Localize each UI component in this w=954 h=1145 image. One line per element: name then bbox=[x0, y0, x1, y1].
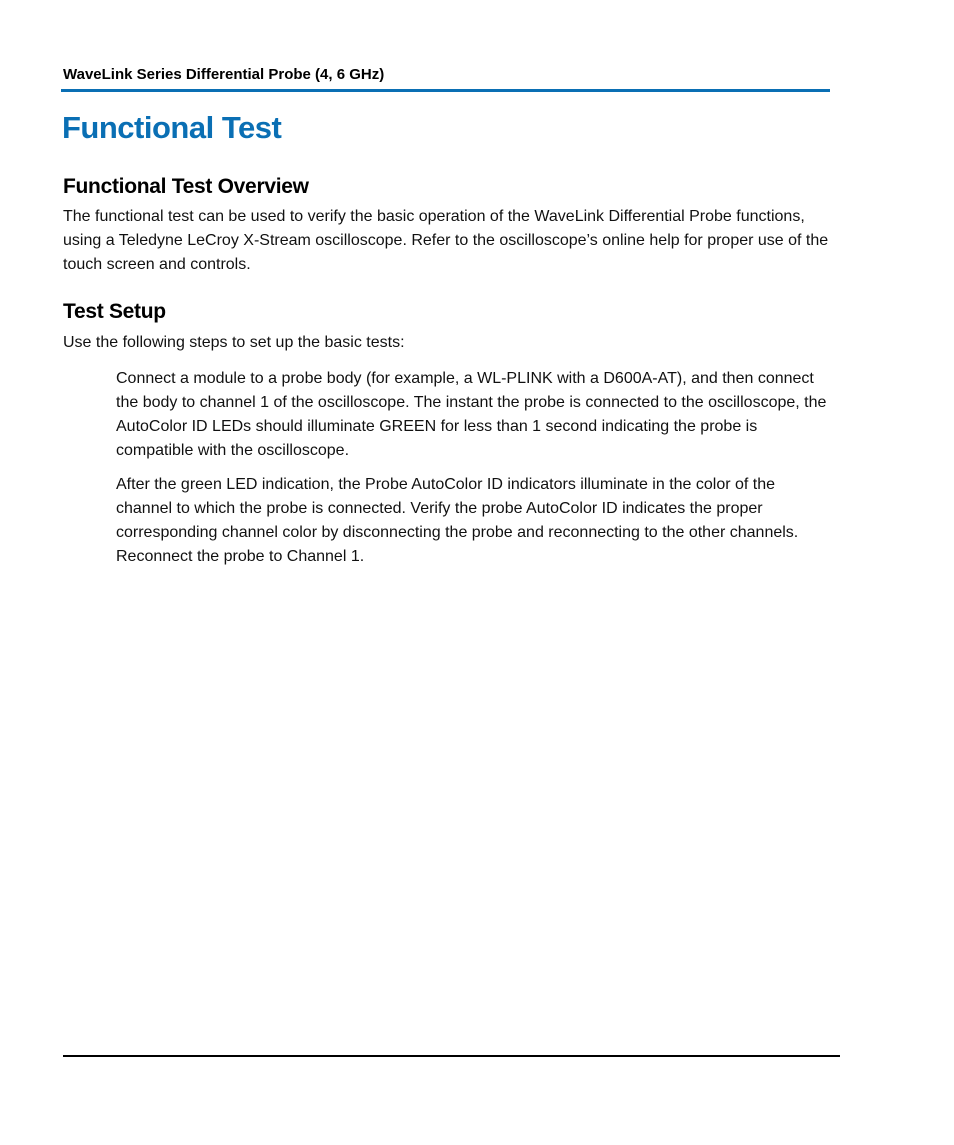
overview-paragraph: The functional test can be used to verify the basic operation of the WaveLink Differential Probe functions, using a Teledyne LeCroy X-Stream oscilloscope. Refer to the oscilloscope’s online help for proper use of the touch screen and controls. bbox=[63, 208, 829, 273]
setup-step-2: After the green LED indication, the Probe AutoColor ID indicators illuminate in the color of the channel to which the probe is connected. Verify the probe AutoColor ID indicates the proper corresponding channel color by disconnecting the probe and reconnecting to the other channels. Reconnect the probe to Channel 1. bbox=[116, 476, 799, 565]
footer-rule bbox=[63, 1055, 840, 1057]
section-heading-overview: Functional Test Overview bbox=[63, 175, 309, 198]
test-setup-intro: Use the following steps to set up the basic tests: bbox=[63, 334, 405, 351]
page-title: Functional Test bbox=[62, 110, 282, 145]
setup-step-1: Connect a module to a probe body (for example, a WL-PLINK with a D600A-AT), and then connect the body to channel 1 of the oscilloscope. The instant the probe is connected to the oscilloscope, the AutoColor ID LEDs should illuminate GREEN for less than 1 second indicating the probe is compatible with the oscilloscope. bbox=[116, 370, 827, 459]
running-header: WaveLink Series Differential Probe (4, 6 GHz) bbox=[63, 66, 385, 83]
section-heading-test-setup: Test Setup bbox=[63, 300, 166, 323]
header-rule bbox=[61, 89, 830, 92]
